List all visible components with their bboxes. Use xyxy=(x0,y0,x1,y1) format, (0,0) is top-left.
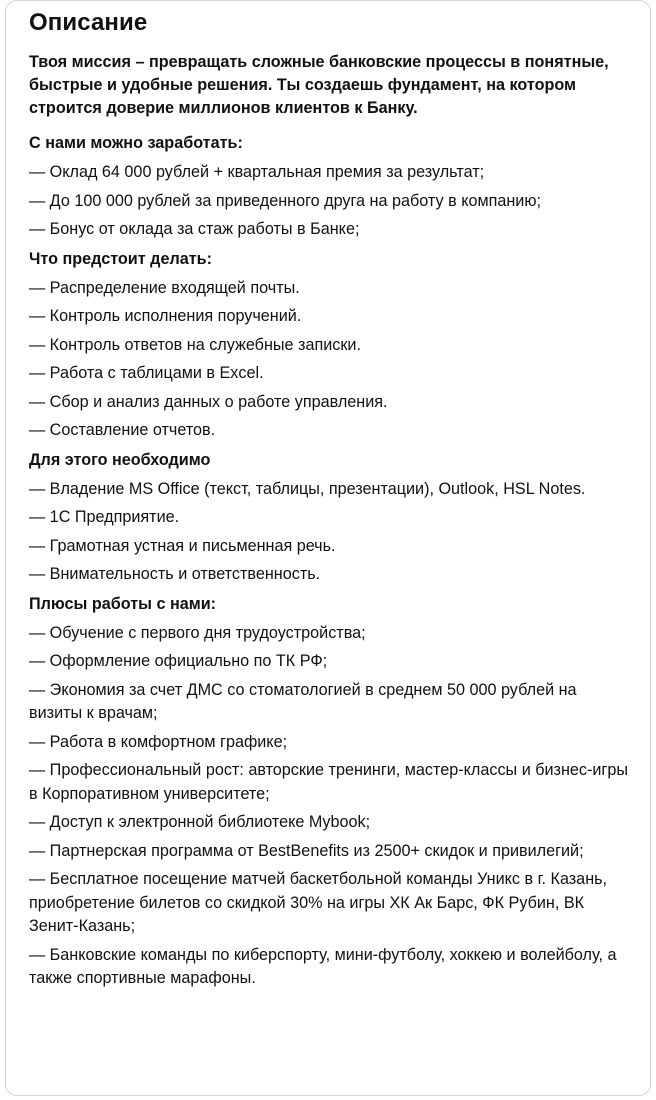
list-item: — Оформление официально по ТК РФ; xyxy=(29,652,328,670)
list-item: — Сбор и анализ данных о работе управления. xyxy=(29,392,388,411)
list-item: — Бесплатное посещение матчей баскетбольной команды Уникс в г. Казань, приобретение билетов со скидкой 30% на игры ХК Ак Барс, ФК Рубин, ВК Зенит-Казань; xyxy=(29,870,608,935)
list-item: — Распределение входящей почты. xyxy=(29,278,300,297)
section-list xyxy=(29,161,628,242)
section-heading: С нами можно заработать: xyxy=(29,134,243,152)
list-item: — Экономия за счет ДМС со стоматологией в среднем 50 000 рублей на визиты к врачам; xyxy=(29,680,577,722)
list-item: — Контроль исполнения поручений. xyxy=(29,307,302,325)
list-item: — До 100 000 рублей за приведенного друга на работу в компанию; xyxy=(29,191,541,210)
description-card xyxy=(5,0,651,1096)
list-item: — Владение MS Office (текст, таблицы, презентации), Outlook, HSL Notes. xyxy=(29,479,586,498)
section-heading: Плюсы работы с нами: xyxy=(29,594,217,613)
sections-container xyxy=(29,131,628,991)
list-item: — Обучение с первого дня трудоустройства; xyxy=(29,623,366,642)
mission-intro: Твоя миссия – превращать сложные банковские процессы в понятные, быстрые и удобные решения. Ты создаешь фундамент, на котором строится доверие миллионов клиентов к Банку. xyxy=(29,53,609,117)
list-item: — Банковские команды по киберспорту, мини-футболу, хоккею и волейболу, а также спортивные марафоны. xyxy=(29,945,617,987)
list-item: — Оклад 64 000 рублей + квартальная премия за результат; xyxy=(29,163,485,181)
section-heading: Для этого необходимо xyxy=(29,450,211,469)
list-item: — Работа в комфортном графике; xyxy=(29,732,288,751)
section-list xyxy=(29,622,628,991)
section-heading: Что предстоит делать: xyxy=(29,249,213,268)
page-title: Описание xyxy=(29,9,148,36)
list-item: — Доступ к электронной библиотеке Mybook; xyxy=(29,813,371,831)
list-item: — 1С Предприятие. xyxy=(29,508,180,526)
list-item: — Контроль ответов на служебные записки. xyxy=(29,335,361,354)
list-item: — Грамотная устная и письменная речь. xyxy=(29,536,336,555)
section-list xyxy=(29,478,628,587)
list-item: — Партнерская программа от BestBenefits из 2500+ скидок и привилегий; xyxy=(29,841,584,860)
list-item: — Внимательность и ответственность. xyxy=(29,565,321,583)
list-item: — Составление отчетов. xyxy=(29,421,216,439)
list-item: — Работа с таблицами в Excel. xyxy=(29,364,264,382)
section-list xyxy=(29,277,628,443)
list-item: — Профессиональный рост: авторские тренинги, мастер-классы и бизнес-игры в Корпоративном университете; xyxy=(29,761,628,803)
list-item: — Бонус от оклада за стаж работы в Банке; xyxy=(29,220,360,238)
